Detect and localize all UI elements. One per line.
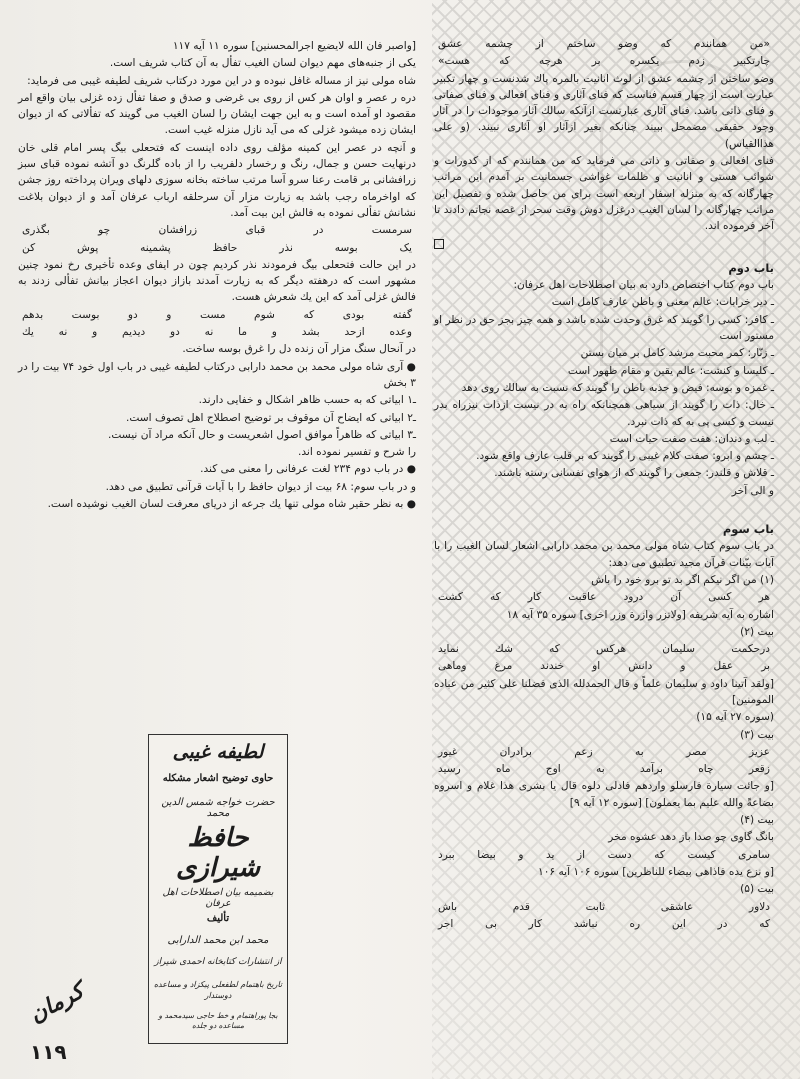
quote-reference: [ولقد آتینا داود و سلیمان علماً و قال الحمدلله الذی فضلنا علی کثیر من عباده المومنین] (434, 677, 774, 706)
list-item: ـ زنّار: کمر محبت مرشد کامل بر میان بستن (580, 347, 774, 360)
list-item: ـ۳ ابیاتی که ظاهراً موافق اصول اشعریست و حال آنکه مراد آن نیست. (107, 428, 416, 441)
poem-line: درحکمت سلیمان هرکس که شك نماید (438, 643, 770, 656)
verse-number: بیت (۴) (740, 814, 774, 827)
book-subtitle: حضرت خواجه شمس الدین محمد (161, 797, 275, 819)
list-item: ـ کلیسا و کنشت: عالم یقین و مقام ظهور است (567, 364, 774, 377)
paragraph: شاه مولی نیز از مساله غافل نبوده و در این مورد درکتاب شریف لطیفه غیبی می فرماید: (27, 74, 416, 87)
poem-line: سرمست در قبای زرافشان چو بگذری (22, 224, 412, 237)
page-number: ۱۱۹ (30, 1040, 67, 1064)
list-item: ـ خال: ذات را گویند از سیاهی همچنانکه راه به در نیست ازذات نیزراه بدر نیست و کسی پی به که ذات نبرد. (434, 399, 774, 428)
poem-line: هر کسی آن درود عاقبت کار که کشت (438, 591, 770, 604)
poem-line: دلاور عاشقی ثابت قدم باش (438, 900, 770, 913)
quote-reference: [واصبر فان الله لایضیع اجرالمحسنین] سوره ۱۱ آیه ۱۱۷ (172, 40, 416, 52)
paragraph: فنای افعالی و صفاتی و ذاتی می فرماید که من همانندم که از کدورات و شوائب هستی و انانیت و ظلمات غواشی جسمانیت بر آمدم این مراتب چهارگانه که به منزله اسفار اربعه است برای من حاصل شده و تفصیل این مراتب چهارگانه را لسان الغیب درغزل دوش وقت سحر از غصه نجاتم دادند تا آخر فرموده اند. (434, 155, 774, 233)
poem-line: عزیز مصر به زعم برادران غیور (438, 745, 770, 758)
poem-line: که در این ره نباشد کار بی اجر (438, 917, 770, 930)
book-title: لطیفه غیبی (172, 741, 264, 763)
list-item: ـ دیر خرابات: عالم معنی و باطن عارف کامل است (551, 296, 774, 309)
paragraph: باب دوم کتاب اختصاص دارد به بیان اصطلاحات اهل عرفان: (513, 279, 774, 292)
quote-reference: [و نزع یده فاذاهی بیضاء للناظرین] سوره ۱۰۶ آیه ۱۰۶ (538, 865, 774, 878)
heading-chapter-2: باب دوم (728, 260, 774, 275)
paragraph: دره ر عصر و اوان هر کس از روی بی غرضی و صدق و صفا تفأل زده غزلی بیان واقع امر مقصود او آمده است و به این جهت ایشان را لسان الغیب می گویند که تفألاتی که از دیوان ایشان زده میشود غزلی که می آید نازل منزله غیب است. (18, 91, 416, 137)
poem-line: بر عقل و دانش او خندند مرغ وماهی (438, 660, 770, 673)
paragraph: و آنچه در عصر این کمینه مؤلف روی داده اینست که فتحعلی بیگ پسر امام قلی خان درنهایت حسن و جمال، رنگ و رخسار دلفریب را از باده گلرنگ دو آتشه نموده قبای سبز زرافشانی بر قامت رعنا سرو آسا مرتب ساخته بخانه سوزی دلهای ویران پرداخته روز جشن که اواخرماه رجب باشد به زیارت مزار آن سرحلقه ارباب عرفان آمد و از دیوان بلاغت نشانش تفألی نموده به فالش این بیت آمد. (18, 141, 416, 219)
list-item: و الی آخر (731, 484, 774, 497)
list-item: ـ کافر: کسی را گویند که غرق وحدت شده باشد و همه چیز بجز حق در نظر او مستور است (434, 313, 774, 343)
book-subtitle: بضمیمه بیان اصطلاحات اهل عرفان (162, 887, 274, 909)
quote-reference: [و جائت سیارة فارسلو واردهم فادلی دلوه قال یا بشری هذا غلام و اسروه بضاعةً والله علیم بما یعملون] [سوره ۱۲ آیه ۹] (434, 780, 774, 809)
list-item: ـ چشم و ابرو: صفت کلام غیبی را گویند که بر قلب عارف واقع شود. (476, 450, 774, 463)
right-column (434, 36, 774, 933)
bullet-paragraph: ● به نظر حقیر شاه مولی تنها یك جرعه از دریای معرفت لسان الغیب نوشیده است. (47, 498, 416, 511)
bullet-paragraph: ● آری شاه مولی محمد بن محمد دارابی درکتاب لطیفه غیبی در باب اول خود ۷۴ بیت را در ۳ بخش (18, 360, 416, 389)
book-publisher: از انتشارات کتابخانه احمدی شیراز (154, 957, 282, 967)
left-column (18, 38, 416, 513)
poem-line: گفته بودی که شوم مست و دو بوست بدهم (22, 308, 412, 321)
paragraph: یکی از جنبه‌های مهم دیوان لسان الغیب تفأل به آن کتاب شریف است. (109, 57, 416, 70)
paragraph: در باب سوم کتاب شاه مولی محمد بن محمد دارابی اشعار لسان الغیب را با آیات بیّنات قرآن مجید تطبیق می دهد: (434, 540, 774, 569)
magazine-logo: کرمان (25, 978, 89, 1028)
book-subtitle: حاوی توضیح اشعار مشکله (162, 773, 274, 784)
square-icon (434, 239, 444, 249)
verse-number: بیت (۳) (740, 728, 774, 741)
book-note: تاریخ باهتمام لطفعلی پیکزاد و مساعده دوستدار (153, 980, 283, 1000)
paragraph: در این حالت فتحعلی بیگ فرمودند نذر کردیم چون در ایفای وعده تأخیری رخ نمود چنین مشهور است که درهفته دیگر که به زیارت آمدند بازاز دیوان اعجاز بیانش تفألی زدند به فالش غزلی آمد که این یك شعرش هست. (18, 258, 416, 304)
poem-line: سامری کیست که دست از ید و بیضا ببرد (438, 848, 770, 861)
list-item: ـ غمزه و بوسه: فیض و جذبه باطن را گویند که نسبت به سالك روی دهد (461, 381, 774, 394)
paragraph: را شرح و تفسیر نموده اند. (297, 446, 416, 459)
poem-line: بانگ گاوی چو صدا باز دهد عشوه مخر (608, 831, 774, 844)
section-end-marker (434, 236, 774, 254)
heading-chapter-3: باب سوم (722, 522, 774, 537)
book-note: بجا پوراهتمام و خط حاجی سیدمحمد و مساعده دو جلده (158, 1011, 278, 1030)
poem-line: زقعر چاه برآمد به اوج ماه رسید (438, 763, 770, 776)
verse-number: بیت (۲) (740, 625, 774, 638)
list-item: ـ قلاش و قلندر: جمعی را گویند که از هوای نفسانی رسته باشند. (494, 467, 774, 480)
book-title-page-image (148, 734, 288, 1044)
verse-number: بیت (۵) (740, 883, 774, 896)
paragraph: در آنحال سنگ مزار آن زنده دل را غرق بوسه ساخت. (182, 343, 416, 356)
bullet-paragraph: ● در باب دوم ۲۳۴ لغت عرفانی را معنی می کند. (200, 463, 416, 476)
poet-name: حافظ شیرازی (175, 823, 261, 883)
poem-line: چارتکبیر زدم یکسره بر هرچه که هست» (438, 55, 770, 68)
poem-line: (۱) من اگر نیکم اگر بد تو برو خود را باش (591, 573, 774, 586)
list-item: ـ۲ ابیاتی که ایضاح آن موقوف بر توضیح اصطلاح اهل تصوف است. (126, 411, 416, 424)
paragraph: و در باب سوم: ۶۸ بیت از دیوان حافظ را با آیات قرآنی تطبیق می دهد. (105, 480, 416, 493)
list-item: ـ لب و دندان: هفت صفت حیات است (609, 432, 774, 445)
paragraph: وضو ساختن از چشمه عشق از لوث انانیت بالمره پاك شدنست و چهار تکبیر عبارت است از چهار قسم فناست که فنای آثاری و فنای افعالی و فنای صفاتی و فنای ذاتی باشد. فنای آثاری عبارتست ازآنکه سالك آثار موجودات را در آثار وجود حقیقی مضمحل ببیند چنانکه بغیر ازآثار او آثاری نبیند. (و علی هذاالقیاس) (434, 72, 774, 150)
quote-reference: اشاره به آیه شریفه [ولاتزر وازرة وزر اخری] سوره ۳۵ آیه ۱۸ (506, 608, 774, 621)
poem-line: وعده ازحد بشد و ما نه دو دیدیم و نه یك (22, 326, 412, 339)
book-author: محمد ابن محمد الدارابی (167, 935, 269, 946)
book-label: تألیف (206, 913, 230, 924)
poem-line: «من همانندم که وضو ساختم از چشمه عشق (438, 38, 770, 50)
quote-reference: (سوره ۲۷ آیه ۱۵) (696, 711, 774, 724)
list-item: ـ۱ ابیاتی که به حسب ظاهر اشکال و خفایی دارند. (198, 394, 416, 407)
poem-line: یک بوسه نذر حافظ پشمینه پوش کن (22, 241, 412, 254)
